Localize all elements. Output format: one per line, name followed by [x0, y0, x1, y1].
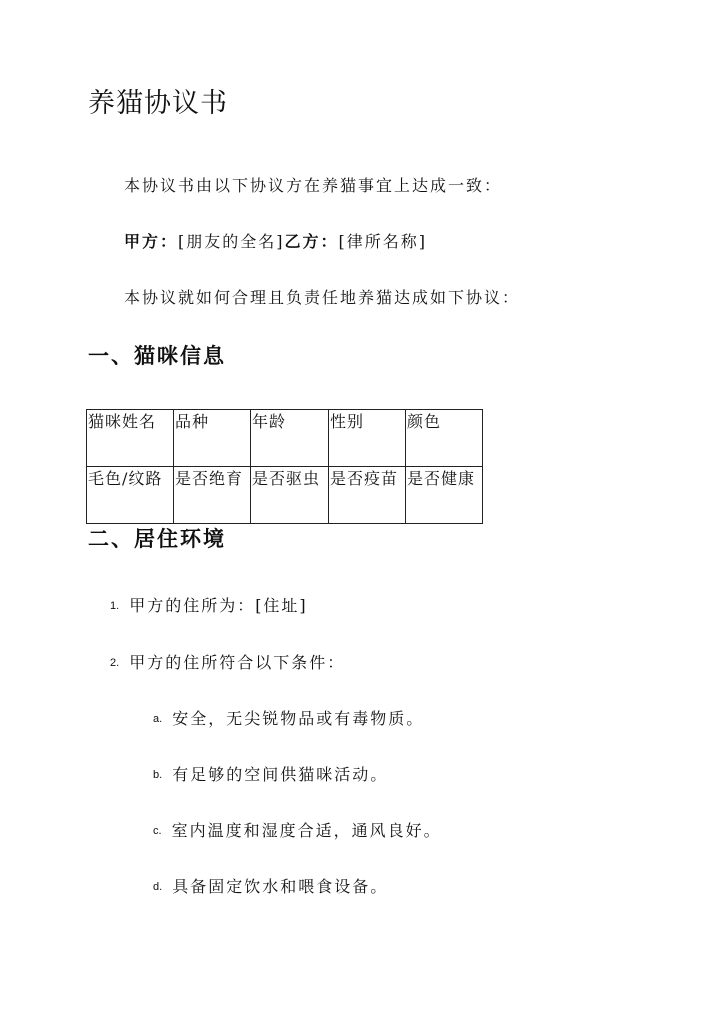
party-a-value: [朋友的全名] [178, 232, 285, 251]
table-cell: 性别 [329, 410, 406, 467]
cat-info-table [86, 409, 483, 524]
section-heading-living-environment: 二、居住环境 [88, 526, 226, 551]
parties-paragraph [124, 230, 427, 254]
table-cell: 是否疫苗 [329, 467, 406, 524]
table-row [87, 410, 483, 467]
party-b-value: [律所名称] [338, 232, 428, 251]
table-cell: 年龄 [251, 410, 329, 467]
list-marker: c. [153, 825, 162, 837]
purpose-paragraph: 本协议就如何合理且负责任地养猫达成如下协议： [124, 288, 521, 307]
section-heading-cat-info: 一、猫咪信息 [88, 343, 226, 368]
table-cell: 品种 [174, 410, 251, 467]
list-marker: d. [153, 881, 163, 893]
sub-list-item [153, 707, 424, 731]
document-title: 养猫协议书 [88, 88, 228, 119]
list-item-text: 甲方的住所符合以下条件： [129, 653, 346, 672]
list-item [110, 594, 308, 618]
list-marker: a. [153, 713, 163, 725]
party-a-label: 甲方： [124, 232, 179, 251]
list-item-text: 具备固定饮水和喂食设备。 [172, 877, 389, 896]
list-item-text: 室内温度和湿度合适，通风良好。 [171, 821, 442, 840]
list-item-text: 有足够的空间供猫咪活动。 [172, 765, 389, 784]
sub-list-item [153, 875, 388, 899]
list-item-text: 安全，无尖锐物品或有毒物质。 [172, 709, 425, 728]
table-cell: 是否健康 [406, 467, 483, 524]
table-cell: 颜色 [406, 410, 483, 467]
list-item-text: 甲方的住所为：[住址] [129, 596, 308, 615]
party-b-label: 乙方： [284, 232, 339, 251]
table-cell: 是否绝育 [174, 467, 251, 524]
list-item [110, 651, 345, 675]
sub-list-item [153, 763, 388, 787]
table-row [87, 467, 483, 524]
table-cell: 毛色/纹路 [87, 467, 174, 524]
table-cell: 是否驱虫 [251, 467, 329, 524]
list-marker: 2. [110, 657, 120, 669]
sub-list-item [153, 819, 442, 843]
list-marker: 1. [110, 600, 120, 612]
table-cell: 猫咪姓名 [87, 410, 174, 467]
list-marker: b. [153, 769, 163, 781]
intro-paragraph: 本协议书由以下协议方在养猫事宜上达成一致： [124, 176, 503, 195]
